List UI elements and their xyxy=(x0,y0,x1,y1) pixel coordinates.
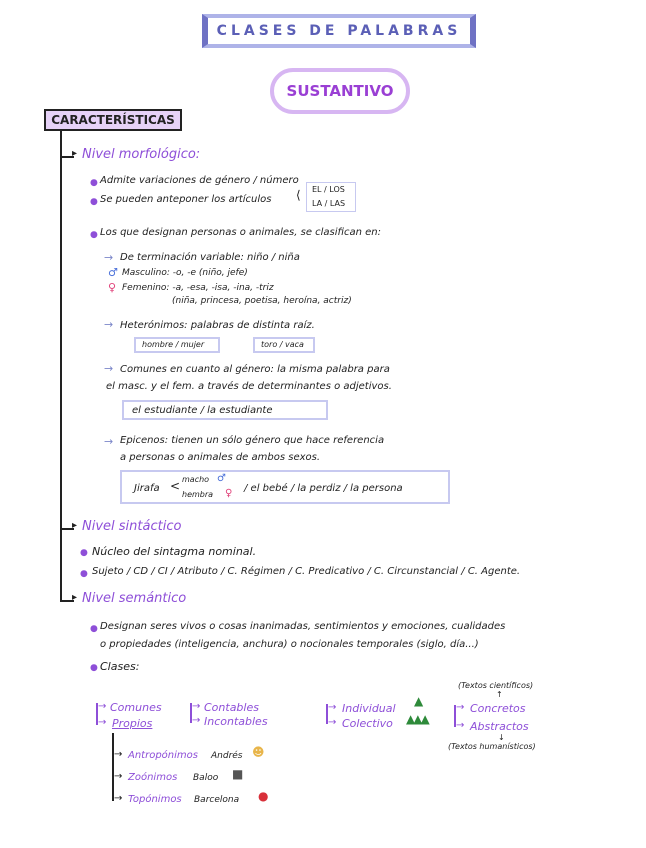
section-label xyxy=(44,109,182,131)
female-icon: ♀ xyxy=(225,488,233,499)
spine-line xyxy=(60,131,62,601)
arrow-icon: ▸ xyxy=(72,592,78,603)
bullet-icon: ● xyxy=(90,663,98,673)
clase-toponimos: Topónimos xyxy=(128,794,182,805)
femenino-examples: (niña, princesa, poetisa, heroína, actriz) xyxy=(172,296,352,306)
forest-icon: ▲▲▲ xyxy=(406,712,428,726)
clase-colectivo: Colectivo xyxy=(342,717,393,730)
morf-bullet-1: Admite variaciones de género / número xyxy=(100,175,299,186)
bullet-icon: ● xyxy=(90,197,98,207)
antroponimos-example: Andrés xyxy=(211,751,243,761)
arrow-icon: → xyxy=(114,793,123,804)
epicenos-hembra: hembra xyxy=(182,490,214,499)
arrow-icon: → xyxy=(192,701,201,712)
arrow-icon: → xyxy=(114,749,123,760)
arrow-icon: → xyxy=(98,701,107,712)
masculino-text: Masculino: -o, -e (niño, jefe) xyxy=(122,268,248,278)
arrow-icon: → xyxy=(328,702,337,713)
page-title: CLASES DE PALABRAS xyxy=(216,23,462,39)
sem-bullet-2: Clases: xyxy=(100,660,140,673)
subtitle: SUSTANTIVO xyxy=(286,82,394,100)
bullet-icon: ● xyxy=(80,548,88,558)
arrow-icon: ▸ xyxy=(72,148,78,159)
arrow-icon: ⟨ xyxy=(296,188,301,202)
clase-propios: Propios xyxy=(112,717,153,730)
femenino-text: Femenino: -a, -esa, -isa, -ina, -triz xyxy=(122,283,274,293)
heading-semantico: Nivel semántico xyxy=(82,591,187,606)
heteronimo-example-2: toro / vaca xyxy=(261,340,304,349)
arrow-icon: → xyxy=(104,318,114,331)
epicenos-rest: / el bebé / la perdiz / la persona xyxy=(244,483,403,494)
arrow-icon: → xyxy=(104,362,114,375)
heading-morfologico: Nivel morfológico: xyxy=(82,147,201,162)
arrow-icon: → xyxy=(192,715,201,726)
heteronimo-example-box xyxy=(253,337,315,353)
clase-concretos: Concretos xyxy=(470,702,526,715)
morf-bullet-3: Los que designan personas o animales, se clasifican en: xyxy=(100,227,382,238)
clase-individual: Individual xyxy=(342,702,396,715)
section-label-text: CARACTERÍSTICAS xyxy=(51,113,175,127)
tree-icon: ▲ xyxy=(414,694,424,708)
epicenos-jirafa: Jirafa xyxy=(134,483,160,494)
clase-abstractos: Abstractos xyxy=(470,720,529,733)
person-icon: ☻ xyxy=(252,745,265,759)
textos-cientificos: (Textos científicos) xyxy=(458,681,534,690)
comunes-line2: el masc. y el fem. a través de determinantes o adjetivos. xyxy=(106,381,392,392)
bear-icon: ■ xyxy=(232,767,244,781)
epicenos-macho: macho xyxy=(182,475,210,484)
arrow-icon: → xyxy=(456,720,465,731)
textos-humanisticos: (Textos humanísticos) xyxy=(448,742,536,751)
tree-line xyxy=(112,733,114,801)
bracket-icon: < xyxy=(170,479,181,493)
sint-bullet-2: Sujeto / CD / CI / Atributo / C. Régimen / C. Predicativo / C. Circunstancial / C. Agente. xyxy=(92,566,521,577)
heteronimos-title: Heterónimos: palabras de distinta raíz. xyxy=(120,320,315,331)
clase-antroponimos: Antropónimos xyxy=(128,750,198,761)
arrow-icon: → xyxy=(104,435,114,448)
female-icon: ♀ xyxy=(108,281,117,294)
location-pin-icon: ● xyxy=(258,789,269,803)
epicenos-line2: a personas o animales de ambos sexos. xyxy=(120,452,321,463)
article-box xyxy=(306,182,356,212)
arrow-icon: → xyxy=(328,717,337,728)
male-icon: ♂ xyxy=(108,266,118,279)
title-banner xyxy=(202,14,476,48)
sint-bullet-1: Núcleo del sintagma nominal. xyxy=(92,545,257,558)
comunes-title: Comunes en cuanto al género: la misma palabra para xyxy=(120,364,390,375)
zoonimos-example: Baloo xyxy=(193,773,219,783)
toponimos-example: Barcelona xyxy=(194,795,240,805)
bullet-icon: ● xyxy=(90,178,98,188)
arrow-icon: → xyxy=(114,771,123,782)
bullet-icon: ● xyxy=(90,624,98,634)
arrow-icon: ▸ xyxy=(72,520,78,531)
heteronimo-example-1: hombre / mujer xyxy=(142,340,205,349)
sem-bullet-1a: Designan seres vivos o cosas inanimadas, sentimientos y emociones, cualidades xyxy=(100,621,506,632)
bullet-icon: ● xyxy=(90,230,98,240)
clase-comunes: Comunes xyxy=(110,701,162,714)
male-icon: ♂ xyxy=(217,473,226,484)
heteronimo-example-box xyxy=(134,337,220,353)
arrow-up-icon: ↑ xyxy=(496,690,503,699)
comunes-example-box xyxy=(122,400,328,420)
bullet-icon: ● xyxy=(80,569,88,579)
epicenos-example-box xyxy=(120,470,450,504)
heading-sintactico: Nivel sintáctico xyxy=(82,519,182,534)
clase-contables: Contables xyxy=(204,701,259,714)
sem-bullet-1b: o propiedades (inteligencia, anchura) o nocionales temporales (siglo, día...) xyxy=(100,639,479,650)
article-fem: LA / LAS xyxy=(312,199,346,208)
subtitle-badge xyxy=(270,68,410,114)
morf-bullet-2: Se pueden anteponer los artículos xyxy=(100,194,272,205)
comunes-example: el estudiante / la estudiante xyxy=(132,405,273,416)
epicenos-title: Epicenos: tienen un sólo género que hace referencia xyxy=(120,435,385,446)
clase-zoonimos: Zoónimos xyxy=(128,772,178,783)
arrow-icon: → xyxy=(456,702,465,713)
arrow-icon: → xyxy=(98,717,107,728)
clase-incontables: Incontables xyxy=(204,715,268,728)
arrow-icon: → xyxy=(104,251,114,264)
arrow-down-icon: ↓ xyxy=(498,733,505,742)
article-masc: EL / LOS xyxy=(312,185,345,194)
terminacion-title: De terminación variable: niño / niña xyxy=(120,252,300,263)
